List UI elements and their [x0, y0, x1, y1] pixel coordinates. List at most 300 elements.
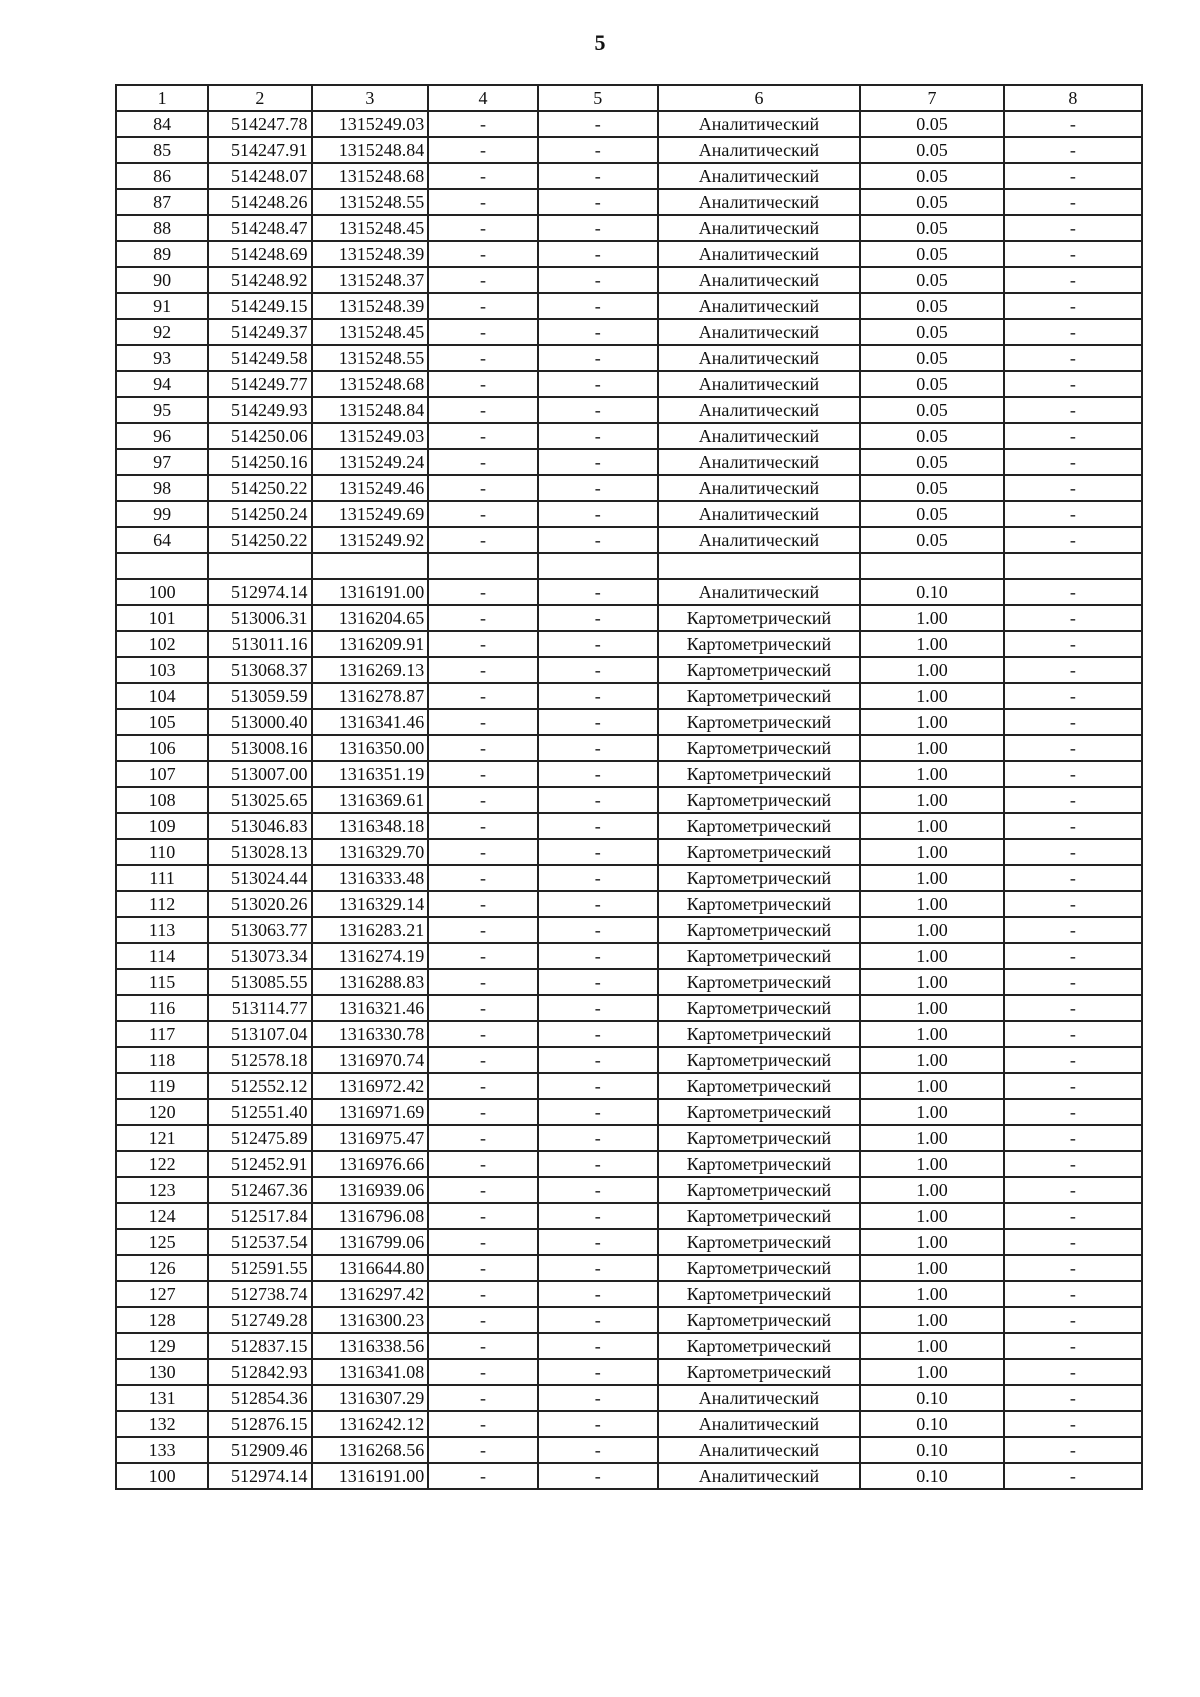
cell-y-coordinate: 1315248.45	[312, 215, 429, 241]
cell-col-4: -	[428, 657, 538, 683]
cell-method: Аналитический	[658, 1463, 861, 1489]
cell-col-5: -	[538, 995, 658, 1021]
cell-x-coordinate: 512517.84	[208, 1203, 311, 1229]
cell-point-number: 131	[116, 1385, 208, 1411]
cell-point-number: 133	[116, 1437, 208, 1463]
cell-method: Картометрический	[658, 735, 861, 761]
cell-method: Аналитический	[658, 423, 861, 449]
cell-x-coordinate: 512837.15	[208, 1333, 311, 1359]
cell-x-coordinate: 514248.47	[208, 215, 311, 241]
column-header: 1	[116, 85, 208, 111]
cell-method: Аналитический	[658, 1411, 861, 1437]
cell-col-4: -	[428, 1463, 538, 1489]
cell-x-coordinate: 513006.31	[208, 605, 311, 631]
cell-col-5: -	[538, 865, 658, 891]
cell-method: Картометрический	[658, 605, 861, 631]
cell-col-8: -	[1004, 1047, 1142, 1073]
cell-point-number: 102	[116, 631, 208, 657]
cell-method: Картометрический	[658, 657, 861, 683]
page-number: 5	[594, 30, 606, 55]
cell-col-5: -	[538, 527, 658, 553]
cell-point-number: 91	[116, 293, 208, 319]
cell-col-4: -	[428, 735, 538, 761]
cell-y-coordinate: 1315248.55	[312, 189, 429, 215]
cell-y-coordinate: 1316288.83	[312, 969, 429, 995]
cell-method: Картометрический	[658, 1125, 861, 1151]
cell-method: Картометрический	[658, 1099, 861, 1125]
cell-y-coordinate: 1315249.24	[312, 449, 429, 475]
cell-x-coordinate: 514249.15	[208, 293, 311, 319]
cell-point-number: 117	[116, 1021, 208, 1047]
cell-y-coordinate: 1316799.06	[312, 1229, 429, 1255]
cell-y-coordinate: 1316330.78	[312, 1021, 429, 1047]
cell-col-8: -	[1004, 215, 1142, 241]
cell-point-number: 128	[116, 1307, 208, 1333]
cell-accuracy: 0.10	[860, 1411, 1003, 1437]
cell-col-8: -	[1004, 397, 1142, 423]
cell-method: Картометрический	[658, 1229, 861, 1255]
cell-y-coordinate: 1316268.56	[312, 1437, 429, 1463]
cell-x-coordinate: 513073.34	[208, 943, 311, 969]
column-header: 7	[860, 85, 1003, 111]
cell-col-8: -	[1004, 527, 1142, 553]
table-row	[116, 553, 1142, 579]
cell-accuracy: 1.00	[860, 735, 1003, 761]
cell-accuracy: 0.10	[860, 579, 1003, 605]
table-row	[116, 189, 1142, 215]
cell-accuracy: 1.00	[860, 709, 1003, 735]
cell-col-8: -	[1004, 1333, 1142, 1359]
table-row	[116, 449, 1142, 475]
cell-point-number: 118	[116, 1047, 208, 1073]
cell-x-coordinate: 513000.40	[208, 709, 311, 735]
cell-col-8: -	[1004, 1307, 1142, 1333]
cell-x-coordinate: 512842.93	[208, 1359, 311, 1385]
cell-point-number: 98	[116, 475, 208, 501]
cell-method: Картометрический	[658, 1151, 861, 1177]
cell-accuracy: 1.00	[860, 1229, 1003, 1255]
table-row	[116, 215, 1142, 241]
cell-accuracy: 0.05	[860, 423, 1003, 449]
cell-col-5: -	[538, 891, 658, 917]
table-row	[116, 293, 1142, 319]
cell-col-5: -	[538, 397, 658, 423]
cell-col-4: -	[428, 1151, 538, 1177]
cell-accuracy: 1.00	[860, 683, 1003, 709]
cell-x-coordinate: 512974.14	[208, 1463, 311, 1489]
cell-accuracy: 0.05	[860, 189, 1003, 215]
cell-x-coordinate: 512552.12	[208, 1073, 311, 1099]
table-row	[116, 1047, 1142, 1073]
cell-x-coordinate: 513028.13	[208, 839, 311, 865]
cell-x-coordinate: 512537.54	[208, 1229, 311, 1255]
cell-method: Картометрический	[658, 1073, 861, 1099]
cell-accuracy: 1.00	[860, 1177, 1003, 1203]
table-row	[116, 1099, 1142, 1125]
cell-col-4: -	[428, 163, 538, 189]
cell-x-coordinate: 513085.55	[208, 969, 311, 995]
cell-y-coordinate: 1316191.00	[312, 1463, 429, 1489]
cell-accuracy: 0.10	[860, 1463, 1003, 1489]
cell-point-number: 88	[116, 215, 208, 241]
cell-method: Аналитический	[658, 397, 861, 423]
cell-x-coordinate: 514247.78	[208, 111, 311, 137]
cell-y-coordinate: 1316972.42	[312, 1073, 429, 1099]
cell-y-coordinate: 1316939.06	[312, 1177, 429, 1203]
cell-point-number: 101	[116, 605, 208, 631]
cell-col-4: -	[428, 1047, 538, 1073]
cell-col-5: -	[538, 267, 658, 293]
cell-point-number: 121	[116, 1125, 208, 1151]
cell-point-number: 100	[116, 1463, 208, 1489]
cell-accuracy: 0.05	[860, 111, 1003, 137]
cell-col-4: -	[428, 1281, 538, 1307]
cell-accuracy: 1.00	[860, 995, 1003, 1021]
cell-col-8: -	[1004, 1463, 1142, 1489]
table-row	[116, 371, 1142, 397]
cell-col-5: -	[538, 1203, 658, 1229]
cell-y-coordinate: 1316329.70	[312, 839, 429, 865]
cell-col-4: -	[428, 1021, 538, 1047]
cell-col-4: -	[428, 683, 538, 709]
cell-point-number: 105	[116, 709, 208, 735]
cell-col-5: -	[538, 1307, 658, 1333]
cell-col-5: -	[538, 215, 658, 241]
cell-y-coordinate: 1316341.08	[312, 1359, 429, 1385]
cell-x-coordinate: 512974.14	[208, 579, 311, 605]
cell-y-coordinate: 1316269.13	[312, 657, 429, 683]
cell-point-number: 123	[116, 1177, 208, 1203]
cell-y-coordinate: 1315248.84	[312, 397, 429, 423]
cell-accuracy: 0.05	[860, 475, 1003, 501]
table-row	[116, 631, 1142, 657]
cell-col-8: -	[1004, 683, 1142, 709]
cell-col-5: -	[538, 1359, 658, 1385]
cell-method: Картометрический	[658, 683, 861, 709]
cell-y-coordinate: 1315249.03	[312, 111, 429, 137]
cell-col-8: -	[1004, 735, 1142, 761]
cell-col-4: -	[428, 475, 538, 501]
cell-col-4: -	[428, 891, 538, 917]
cell-col-8: -	[1004, 1437, 1142, 1463]
cell-col-8: -	[1004, 1281, 1142, 1307]
cell-method: Картометрический	[658, 891, 861, 917]
cell-x-coordinate: 512591.55	[208, 1255, 311, 1281]
cell-point-number: 86	[116, 163, 208, 189]
cell-accuracy: 0.05	[860, 241, 1003, 267]
cell-x-coordinate: 512876.15	[208, 1411, 311, 1437]
cell-col-8: -	[1004, 449, 1142, 475]
cell-method: Аналитический	[658, 449, 861, 475]
cell-col-5: -	[538, 787, 658, 813]
cell-method: Аналитический	[658, 527, 861, 553]
cell-y-coordinate: 1316975.47	[312, 1125, 429, 1151]
cell-point-number: 111	[116, 865, 208, 891]
cell-col-8: -	[1004, 163, 1142, 189]
cell-y-coordinate: 1315248.45	[312, 319, 429, 345]
cell-accuracy	[860, 553, 1003, 579]
cell-accuracy: 0.05	[860, 319, 1003, 345]
cell-point-number: 84	[116, 111, 208, 137]
cell-y-coordinate: 1315248.84	[312, 137, 429, 163]
cell-col-4: -	[428, 865, 538, 891]
cell-method: Аналитический	[658, 345, 861, 371]
cell-y-coordinate: 1316321.46	[312, 995, 429, 1021]
cell-accuracy: 1.00	[860, 917, 1003, 943]
cell-col-5: -	[538, 605, 658, 631]
cell-col-4: -	[428, 293, 538, 319]
cell-col-4: -	[428, 917, 538, 943]
table-row	[116, 1125, 1142, 1151]
cell-point-number: 109	[116, 813, 208, 839]
cell-x-coordinate: 514250.06	[208, 423, 311, 449]
cell-point-number: 108	[116, 787, 208, 813]
cell-accuracy: 1.00	[860, 865, 1003, 891]
cell-col-8: -	[1004, 345, 1142, 371]
cell-point-number: 125	[116, 1229, 208, 1255]
cell-point-number: 122	[116, 1151, 208, 1177]
cell-x-coordinate: 512854.36	[208, 1385, 311, 1411]
cell-method: Аналитический	[658, 293, 861, 319]
cell-col-5: -	[538, 449, 658, 475]
cell-y-coordinate: 1315249.03	[312, 423, 429, 449]
cell-method: Картометрический	[658, 865, 861, 891]
cell-y-coordinate: 1316209.91	[312, 631, 429, 657]
cell-y-coordinate: 1316204.65	[312, 605, 429, 631]
cell-point-number	[116, 553, 208, 579]
table-row	[116, 319, 1142, 345]
cell-x-coordinate: 512578.18	[208, 1047, 311, 1073]
table-row	[116, 735, 1142, 761]
cell-col-4: -	[428, 241, 538, 267]
cell-accuracy: 1.00	[860, 1255, 1003, 1281]
cell-point-number: 87	[116, 189, 208, 215]
cell-point-number: 94	[116, 371, 208, 397]
cell-accuracy: 0.10	[860, 1437, 1003, 1463]
cell-accuracy: 1.00	[860, 1073, 1003, 1099]
cell-accuracy: 0.05	[860, 397, 1003, 423]
cell-x-coordinate: 513007.00	[208, 761, 311, 787]
cell-method: Аналитический	[658, 163, 861, 189]
cell-y-coordinate: 1316333.48	[312, 865, 429, 891]
cell-point-number: 107	[116, 761, 208, 787]
cell-x-coordinate: 513046.83	[208, 813, 311, 839]
cell-y-coordinate: 1315248.37	[312, 267, 429, 293]
cell-x-coordinate: 513020.26	[208, 891, 311, 917]
cell-x-coordinate: 514247.91	[208, 137, 311, 163]
cell-y-coordinate: 1316796.08	[312, 1203, 429, 1229]
cell-accuracy: 1.00	[860, 631, 1003, 657]
cell-y-coordinate: 1315248.68	[312, 371, 429, 397]
cell-method: Аналитический	[658, 371, 861, 397]
cell-method: Картометрический	[658, 631, 861, 657]
cell-accuracy: 0.05	[860, 163, 1003, 189]
cell-y-coordinate: 1316278.87	[312, 683, 429, 709]
table-row	[116, 137, 1142, 163]
cell-point-number: 100	[116, 579, 208, 605]
cell-y-coordinate	[312, 553, 429, 579]
cell-col-5: -	[538, 1125, 658, 1151]
cell-accuracy: 1.00	[860, 891, 1003, 917]
cell-point-number: 113	[116, 917, 208, 943]
table-row	[116, 1177, 1142, 1203]
cell-col-8: -	[1004, 917, 1142, 943]
cell-method: Аналитический	[658, 475, 861, 501]
cell-col-5: -	[538, 1385, 658, 1411]
column-header: 8	[1004, 85, 1142, 111]
cell-method: Картометрический	[658, 995, 861, 1021]
cell-y-coordinate: 1316369.61	[312, 787, 429, 813]
cell-col-5: -	[538, 319, 658, 345]
cell-col-4: -	[428, 1177, 538, 1203]
cell-col-8: -	[1004, 423, 1142, 449]
cell-y-coordinate: 1315248.55	[312, 345, 429, 371]
cell-method: Картометрический	[658, 1307, 861, 1333]
cell-col-5: -	[538, 475, 658, 501]
cell-y-coordinate: 1316300.23	[312, 1307, 429, 1333]
cell-col-4: -	[428, 1099, 538, 1125]
cell-col-5: -	[538, 683, 658, 709]
table-row	[116, 1385, 1142, 1411]
cell-y-coordinate: 1316338.56	[312, 1333, 429, 1359]
cell-accuracy: 0.05	[860, 527, 1003, 553]
cell-method: Картометрический	[658, 709, 861, 735]
cell-col-4: -	[428, 189, 538, 215]
cell-col-4: -	[428, 501, 538, 527]
cell-col-4: -	[428, 813, 538, 839]
column-header: 3	[312, 85, 429, 111]
table-row	[116, 1437, 1142, 1463]
cell-col-8: -	[1004, 293, 1142, 319]
cell-col-4: -	[428, 579, 538, 605]
cell-accuracy: 1.00	[860, 761, 1003, 787]
cell-col-8: -	[1004, 189, 1142, 215]
cell-col-5: -	[538, 1177, 658, 1203]
cell-col-4: -	[428, 605, 538, 631]
cell-col-8: -	[1004, 1229, 1142, 1255]
cell-method: Аналитический	[658, 267, 861, 293]
table-row	[116, 1255, 1142, 1281]
cell-col-4: -	[428, 1229, 538, 1255]
cell-y-coordinate: 1316976.66	[312, 1151, 429, 1177]
cell-col-4	[428, 553, 538, 579]
cell-col-4: -	[428, 111, 538, 137]
cell-method: Картометрический	[658, 1359, 861, 1385]
cell-point-number: 90	[116, 267, 208, 293]
column-header: 4	[428, 85, 538, 111]
cell-method: Картометрический	[658, 943, 861, 969]
table-row	[116, 527, 1142, 553]
cell-col-4: -	[428, 1385, 538, 1411]
cell-x-coordinate: 513063.77	[208, 917, 311, 943]
cell-col-4: -	[428, 345, 538, 371]
table-row	[116, 163, 1142, 189]
cell-point-number: 114	[116, 943, 208, 969]
cell-col-8: -	[1004, 1125, 1142, 1151]
cell-col-4: -	[428, 1437, 538, 1463]
cell-col-8: -	[1004, 761, 1142, 787]
cell-x-coordinate: 514250.22	[208, 475, 311, 501]
cell-col-5: -	[538, 241, 658, 267]
cell-y-coordinate: 1316970.74	[312, 1047, 429, 1073]
cell-col-4: -	[428, 787, 538, 813]
cell-col-5: -	[538, 1281, 658, 1307]
table-row	[116, 1463, 1142, 1489]
cell-col-4: -	[428, 1125, 538, 1151]
cell-col-5: -	[538, 1099, 658, 1125]
cell-col-8: -	[1004, 865, 1142, 891]
cell-col-5: -	[538, 1411, 658, 1437]
cell-col-8: -	[1004, 241, 1142, 267]
cell-x-coordinate: 512738.74	[208, 1281, 311, 1307]
cell-col-4: -	[428, 761, 538, 787]
table-row	[116, 605, 1142, 631]
cell-col-8: -	[1004, 787, 1142, 813]
cell-point-number: 127	[116, 1281, 208, 1307]
table-row	[116, 943, 1142, 969]
cell-point-number: 126	[116, 1255, 208, 1281]
cell-col-8: -	[1004, 1021, 1142, 1047]
table-row	[116, 1073, 1142, 1099]
cell-method: Картометрический	[658, 813, 861, 839]
cell-col-8: -	[1004, 1099, 1142, 1125]
cell-col-8	[1004, 553, 1142, 579]
table-row	[116, 761, 1142, 787]
cell-col-5: -	[538, 293, 658, 319]
cell-col-5: -	[538, 917, 658, 943]
cell-col-5: -	[538, 1255, 658, 1281]
cell-y-coordinate: 1316971.69	[312, 1099, 429, 1125]
cell-col-8: -	[1004, 501, 1142, 527]
cell-method: Картометрический	[658, 787, 861, 813]
table-row	[116, 891, 1142, 917]
cell-x-coordinate: 512467.36	[208, 1177, 311, 1203]
cell-col-8: -	[1004, 111, 1142, 137]
cell-point-number: 129	[116, 1333, 208, 1359]
cell-method: Картометрический	[658, 1281, 861, 1307]
cell-x-coordinate: 512551.40	[208, 1099, 311, 1125]
table-row	[116, 267, 1142, 293]
cell-accuracy: 1.00	[860, 969, 1003, 995]
cell-accuracy: 0.10	[860, 1385, 1003, 1411]
table-row	[116, 917, 1142, 943]
cell-y-coordinate: 1316297.42	[312, 1281, 429, 1307]
cell-col-4: -	[428, 969, 538, 995]
cell-point-number: 97	[116, 449, 208, 475]
cell-col-4: -	[428, 839, 538, 865]
cell-accuracy: 1.00	[860, 1359, 1003, 1385]
cell-x-coordinate: 513059.59	[208, 683, 311, 709]
cell-col-5: -	[538, 631, 658, 657]
cell-x-coordinate: 514250.16	[208, 449, 311, 475]
cell-col-8: -	[1004, 1177, 1142, 1203]
table-row	[116, 345, 1142, 371]
cell-method: Аналитический	[658, 215, 861, 241]
cell-accuracy: 0.05	[860, 449, 1003, 475]
cell-accuracy: 1.00	[860, 813, 1003, 839]
cell-x-coordinate: 514248.07	[208, 163, 311, 189]
cell-col-5: -	[538, 423, 658, 449]
cell-point-number: 85	[116, 137, 208, 163]
cell-col-5: -	[538, 735, 658, 761]
cell-x-coordinate: 514249.37	[208, 319, 311, 345]
cell-col-4: -	[428, 995, 538, 1021]
cell-method: Аналитический	[658, 319, 861, 345]
table-row	[116, 1359, 1142, 1385]
cell-y-coordinate: 1316348.18	[312, 813, 429, 839]
cell-x-coordinate: 514250.24	[208, 501, 311, 527]
cell-col-5: -	[538, 371, 658, 397]
